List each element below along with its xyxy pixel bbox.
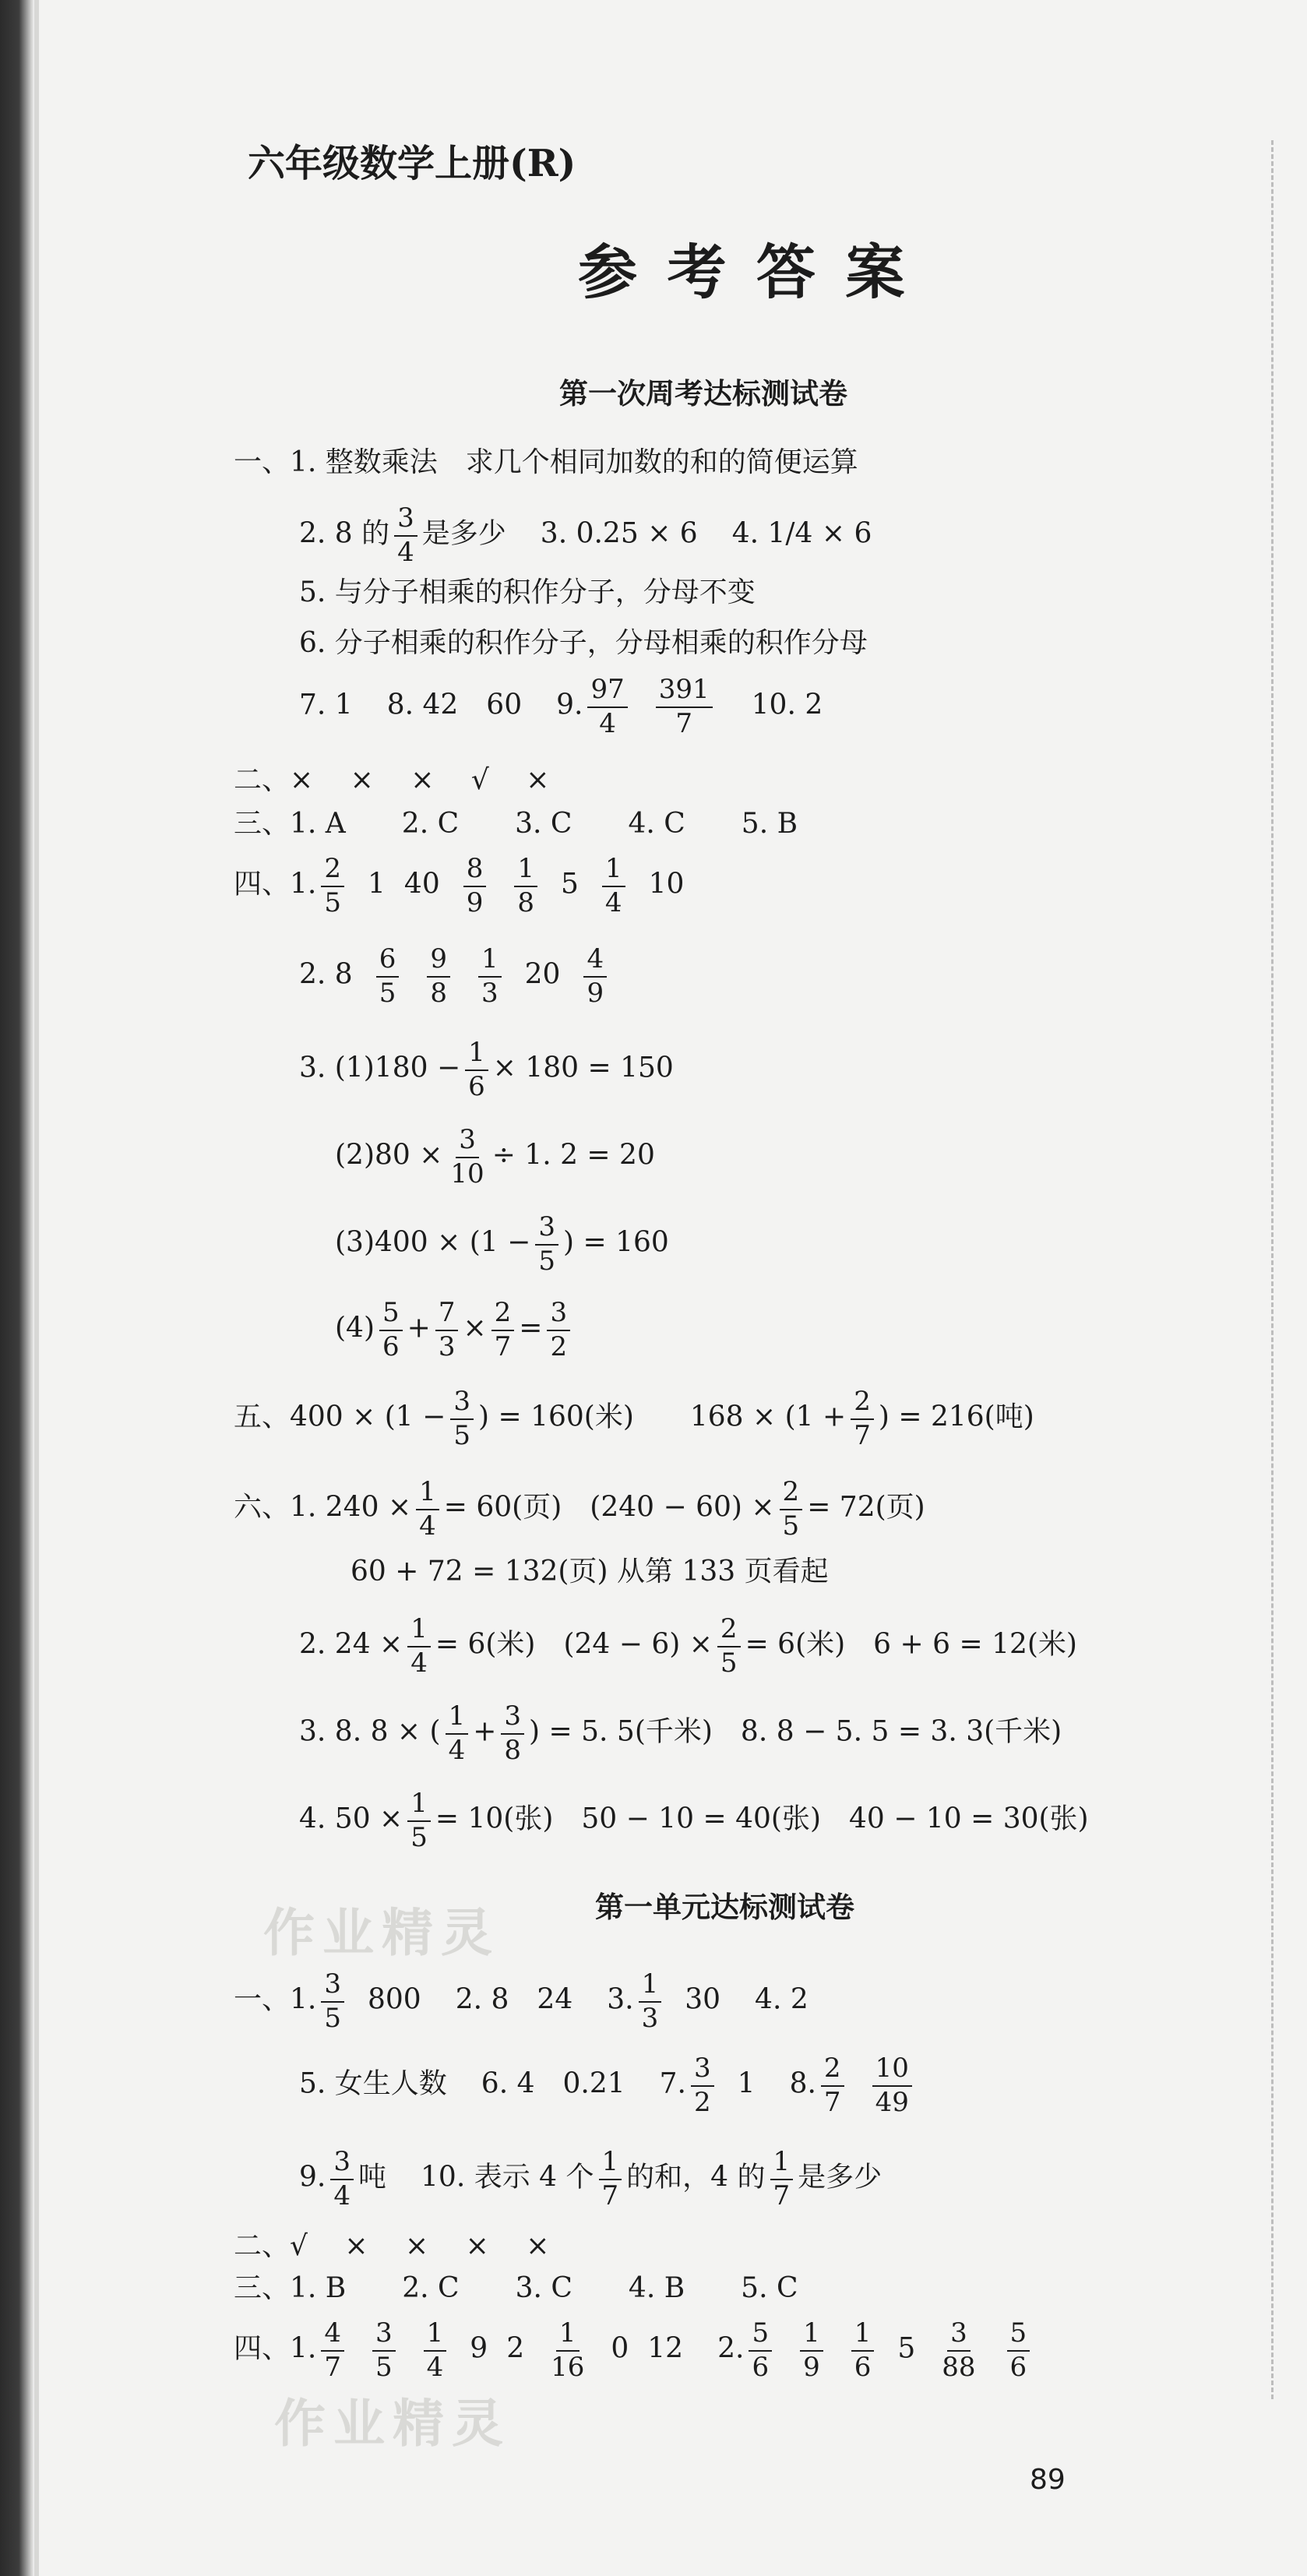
answer-line: (3)400 × (1 − $\frac{3}{5}$ ) = 160 bbox=[335, 1211, 669, 1277]
watermark: 作业精灵 bbox=[274, 2394, 511, 2454]
scan-edge-shadow bbox=[0, 0, 34, 2576]
answer-line: 60 + 72 = 132(页) 从第 133 页看起 bbox=[351, 1556, 829, 1588]
section-title: 第一次周考达标测试卷 bbox=[559, 377, 847, 411]
answer-line: 5. 女生人数 6. 4 0.21 7. $\frac{3}{2}$ 1 8. $\frac{2}{7}$ $\frac{10}{49}$ bbox=[299, 2055, 917, 2116]
answer-line: 三、1. A 2. C 3. C 4. C 5. B bbox=[234, 808, 798, 840]
answer-line: 3. 8. 8 × ( $\frac{1}{4}$ + $\frac{3}{8}$ ) = 5. 5(千米) 8. 8 − 5. 5 = 3. 3(千米) bbox=[299, 1700, 1062, 1766]
answer-line: 2. 8 $\frac{6}{5}$ $\frac{9}{8}$ $\frac{1}{3}$ 20 $\frac{4}{9}$ bbox=[299, 946, 611, 1007]
doc-title: 参 考 答 案 bbox=[578, 238, 910, 307]
binding-dash-line bbox=[1271, 140, 1274, 2399]
answer-line: 9. $\frac{3}{4}$ 吨 10. 表示 4 个 $\frac{1}{7}$ 的和，4 的 $\frac{1}{7}$ 是多少 bbox=[299, 2146, 882, 2211]
page-number: 89 bbox=[1030, 2464, 1066, 2496]
book-title: 六年级数学上册(R) bbox=[248, 142, 576, 185]
fraction: $\frac{3}{4}$ bbox=[394, 505, 417, 566]
answer-line: 三、1. B 2. C 3. C 4. B 5. C bbox=[234, 2272, 798, 2304]
answer-line: 五、400 × (1 − $\frac{3}{5}$ ) = 160(米) 168 × (1 + $\frac{2}{7}$ ) = 216(吨) bbox=[234, 1386, 1034, 1451]
fraction: $\frac{391}{7}$ bbox=[656, 676, 713, 738]
answer-line: 3. (1)180 − $\frac{1}{6}$ × 180 = 150 bbox=[299, 1037, 674, 1102]
answer-line: 2. 8 的 $\frac{3}{4}$ 是多少 3. 0.25 × 6 4. 1/4 × 6 bbox=[299, 502, 872, 568]
answer-line: 四、1. $\frac{2}{5}$ 1 40 $\frac{8}{9}$ $\frac{1}{8}$ 5 $\frac{1}{4}$ 10 bbox=[234, 853, 685, 918]
answer-line: 二、√ × × × × bbox=[234, 2230, 550, 2262]
answer-line: 5. 与分子相乘的积作分子，分母不变 bbox=[299, 576, 756, 608]
answer-line: 二、× × × √ × bbox=[234, 764, 550, 796]
fraction: $\frac{97}{4}$ bbox=[587, 676, 627, 738]
answer-line: 2. 24 × $\frac{1}{4}$ = 6(米) (24 − 6) × $\frac{2}{5}$ = 6(米) 6 + 6 = 12(米) bbox=[299, 1613, 1077, 1679]
scan-edge-line bbox=[34, 0, 39, 2576]
answer-line: 一、1. 整数乘法 求几个相同加数的和的简便运算 bbox=[234, 446, 858, 478]
answer-line: 4. 50 × $\frac{1}{5}$ = 10(张) 50 − 10 = 40(张) 40 − 10 = 30(张) bbox=[299, 1788, 1089, 1853]
answer-line: 6. 分子相乘的积作分子，分母相乘的积作分母 bbox=[299, 627, 868, 659]
answer-line: (4) $\frac{5}{6}$ + $\frac{7}{3}$ × $\frac{2}{7}$ = $\frac{3}{2}$ bbox=[335, 1299, 575, 1361]
answer-line: 六、1. 240 × $\frac{1}{4}$ = 60(页) (240 − 60) × $\frac{2}{5}$ = 72(页) bbox=[234, 1476, 925, 1542]
section-title: 第一单元达标测试卷 bbox=[595, 1891, 854, 1924]
answer-line: 四、1. $\frac{4}{7}$ $\frac{3}{5}$ $\frac{1}{4}$ 9 2 $\frac{1}{16}$ 0 12 2. $\frac{5}{6}$ $\frac{1}{9}$ $\frac{1}{6}$ 5 $\frac{3}{88}$ $\frac{5}{6}$ bbox=[234, 2320, 1034, 2381]
answer-line: 一、1. $\frac{3}{5}$ 800 2. 8 24 3. $\frac{1}{3}$ 30 4. 2 bbox=[234, 1968, 809, 2034]
watermark: 作业精灵 bbox=[263, 1903, 500, 1963]
answer-line: 7. 1 8. 42 60 9. $\frac{97}{4}$ $\frac{391}{7}$ 10. 2 bbox=[299, 674, 823, 739]
answer-line: (2)80 × $\frac{3}{10}$ ÷ 1. 2 = 20 bbox=[335, 1124, 655, 1189]
